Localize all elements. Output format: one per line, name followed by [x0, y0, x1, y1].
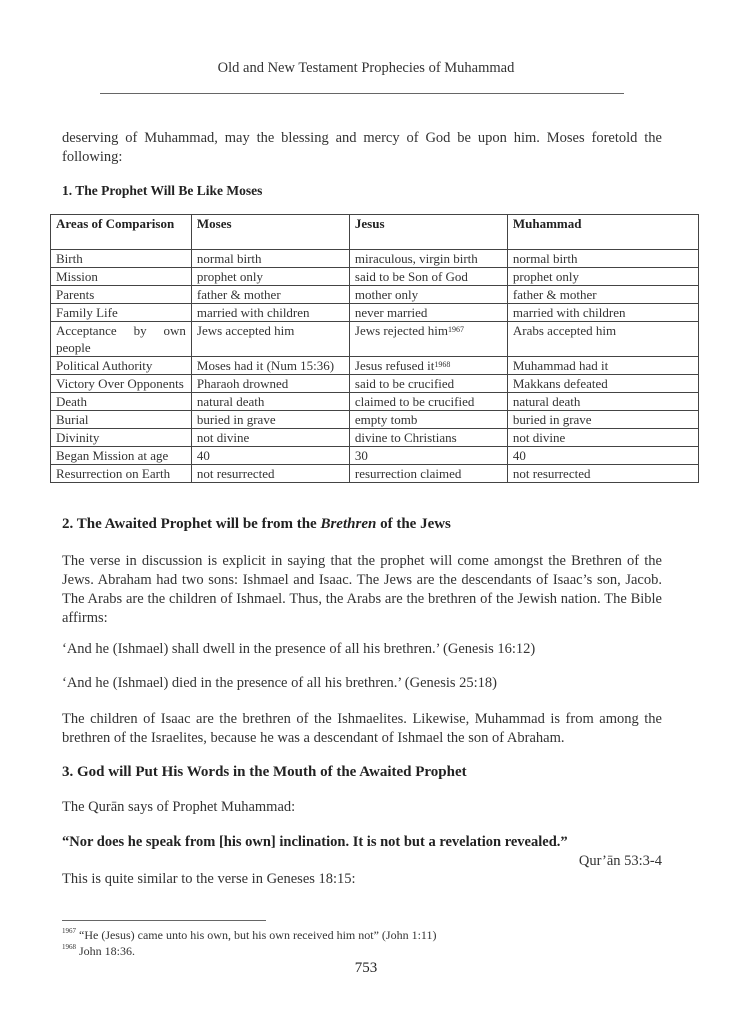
cell-muhammad — [507, 447, 698, 465]
cell-muhammad — [507, 357, 698, 375]
bible-quote-genesis-16-12: ‘And he (Ishmael) shall dwell in the presence of all his brethren.’ (Genesis 16:12) — [62, 641, 536, 657]
cell-jesus-text: mother only — [354, 287, 419, 302]
cell-area — [51, 250, 192, 268]
cell-jesus — [349, 447, 507, 465]
cell-jesus-text: Jews rejected him — [354, 323, 449, 338]
cell-jesus-text: said to be Son of God — [354, 269, 468, 284]
footnote-text: John 18:36. — [79, 944, 136, 958]
cell-muhammad — [507, 429, 698, 447]
footnote-1967 — [62, 928, 436, 943]
table-row — [51, 286, 699, 304]
cell-muhammad — [507, 268, 698, 286]
cell-area-text: Parents — [56, 287, 95, 302]
cell-moses-text: father & mother — [196, 287, 281, 302]
cell-moses — [191, 411, 349, 429]
footnote-number: 1968 — [62, 943, 76, 951]
table-row — [51, 304, 699, 322]
cell-jesus — [349, 393, 507, 411]
running-head-title: Old and New Testament Prophecies of Muhammad — [217, 60, 515, 76]
cell-jesus — [349, 375, 507, 393]
cell-area-text: Resurrection on Earth — [56, 466, 171, 481]
cell-muhammad — [507, 465, 698, 483]
footnote-number: 1967 — [62, 927, 76, 935]
cell-area-text: Family Life — [56, 305, 118, 320]
cell-moses — [191, 393, 349, 411]
cell-area — [51, 304, 192, 322]
cell-jesus — [349, 250, 507, 268]
header-rule — [100, 93, 624, 94]
cell-jesus — [349, 465, 507, 483]
cell-moses-text: Jews accepted him — [196, 323, 295, 338]
cell-muhammad — [507, 411, 698, 429]
cell-muhammad-text: prophet only — [512, 269, 579, 284]
cell-moses-text: prophet only — [196, 269, 263, 284]
cell-moses — [191, 268, 349, 286]
cell-muhammad-text: Muhammad had it — [512, 358, 609, 373]
cell-area-text: Birth — [56, 251, 83, 266]
cell-area-text: Political Authority — [56, 358, 153, 373]
section2-paragraph2: The children of Isaac are the brethren of the Ishmaelites. Likewise, Muhammad is from among the brethren of the Israelites, because he was a descendant of Ishmael the son of Abraham. — [62, 711, 662, 746]
cell-area — [51, 375, 192, 393]
section3-intro: The Qurān says of Prophet Muhammad: — [62, 799, 296, 815]
cell-area-text: Divinity — [56, 430, 100, 445]
section2-paragraph1: The verse in discussion is explicit in saying that the prophet will come amongst the Brethren of the Jews. Abraham had two sons: Ishmael and Isaac. The Jews are the descendants of Isaac’s son, Jacob. The Arabs are the children of Ishmael. Thus, the Arabs are the brethren of the Jewish nation. The Bible affirms: — [62, 553, 662, 626]
cell-area — [51, 322, 192, 357]
table-row — [51, 447, 699, 465]
cell-area — [51, 429, 192, 447]
cell-moses-text: not resurrected — [196, 466, 275, 481]
cell-muhammad-text: buried in grave — [512, 412, 592, 427]
cell-jesus — [349, 322, 507, 357]
page-number: 753 — [354, 960, 378, 976]
cell-moses — [191, 322, 349, 357]
cell-jesus-text: divine to Christians — [354, 430, 457, 445]
table-row — [51, 322, 699, 357]
cell-muhammad — [507, 322, 698, 357]
cell-muhammad — [507, 304, 698, 322]
cell-moses-text: married with children — [196, 305, 310, 320]
section2-paragraph1-container — [62, 552, 662, 628]
header-areas: Areas of Comparison — [51, 215, 192, 250]
cell-jesus — [349, 357, 507, 375]
cell-moses — [191, 357, 349, 375]
cell-moses-text: not divine — [196, 430, 250, 445]
cell-jesus-text: miraculous, virgin birth — [354, 251, 478, 266]
section3-intro-container — [62, 798, 662, 817]
cell-area — [51, 393, 192, 411]
cell-moses-text: Moses had it (Num 15:36) — [196, 358, 335, 373]
section2 — [62, 516, 662, 533]
cell-muhammad-text: Makkans defeated — [512, 376, 608, 391]
quote1-container — [62, 640, 662, 659]
intro-paragraph-container — [62, 129, 662, 167]
cell-muhammad-text: Arabs accepted him — [512, 323, 617, 338]
cell-moses — [191, 304, 349, 322]
cell-muhammad-text: 40 — [512, 448, 526, 463]
header-jesus: Jesus — [349, 215, 507, 250]
cell-area-text: Burial — [56, 412, 89, 427]
cell-area — [51, 465, 192, 483]
section3-followup-container — [62, 870, 662, 889]
cell-muhammad — [507, 375, 698, 393]
cell-muhammad-text: natural death — [512, 394, 581, 409]
cell-jesus-text: resurrection claimed — [354, 466, 462, 481]
table-row — [51, 268, 699, 286]
cell-muhammad-text: normal birth — [512, 251, 578, 266]
cell-area-text: Mission — [56, 269, 98, 284]
cell-moses — [191, 447, 349, 465]
footnote-ref: 1967 — [448, 325, 465, 334]
table-row — [51, 250, 699, 268]
cell-area-text: Acceptance by own people — [56, 323, 186, 355]
cell-moses-text: normal birth — [196, 251, 262, 266]
cell-muhammad-text: not resurrected — [512, 466, 591, 481]
cell-jesus-text: never married — [354, 305, 428, 320]
cell-jesus — [349, 411, 507, 429]
footnote-rule — [62, 920, 266, 921]
intro-paragraph: deserving of Muhammad, may the blessing and mercy of God be upon him. Moses foretold the following: — [62, 130, 662, 165]
quran-citation-container — [62, 852, 662, 871]
section2-paragraph2-container — [62, 710, 662, 748]
cell-area-text: Death — [56, 394, 88, 409]
section1-heading-container — [62, 183, 662, 199]
footnote-ref: 1968 — [434, 360, 451, 369]
cell-jesus — [349, 286, 507, 304]
cell-jesus-text: said to be crucified — [354, 376, 455, 391]
table-row — [51, 465, 699, 483]
section3-heading-container — [62, 764, 662, 781]
cell-moses-text: natural death — [196, 394, 265, 409]
cell-moses — [191, 250, 349, 268]
cell-moses — [191, 286, 349, 304]
table-row — [51, 411, 699, 429]
footnote-1968 — [62, 944, 135, 959]
cell-moses — [191, 465, 349, 483]
cell-jesus — [349, 304, 507, 322]
cell-area-text: Victory Over Opponents — [56, 376, 184, 391]
table-row — [51, 429, 699, 447]
cell-moses — [191, 429, 349, 447]
section2-heading-post: of the Jews — [376, 516, 451, 532]
cell-moses-text: 40 — [196, 448, 210, 463]
footnote-text: “He (Jesus) came unto his own, but his own received him not” (John 1:11) — [79, 928, 437, 942]
table-row — [51, 357, 699, 375]
cell-jesus — [349, 268, 507, 286]
section2-heading-pre: 2. The Awaited Prophet will be from the — [62, 516, 321, 532]
cell-muhammad — [507, 393, 698, 411]
cell-area — [51, 411, 192, 429]
cell-jesus-text: Jesus refused it — [354, 358, 435, 373]
quote2-container — [62, 674, 662, 693]
cell-area-text: Began Mission at age — [56, 448, 169, 463]
cell-jesus — [349, 429, 507, 447]
quran-quote: “Nor does he speak from [his own] inclination. It is not but a revelation revealed.” — [62, 834, 568, 850]
quran-quote-container — [62, 834, 662, 851]
cell-jesus-text: empty tomb — [354, 412, 418, 427]
quran-citation: Qur’ān 53:3-4 — [578, 853, 662, 869]
cell-jesus-text: 30 — [354, 448, 368, 463]
bible-quote-genesis-25-18: ‘And he (Ishmael) died in the presence of all his brethren.’ (Genesis 25:18) — [62, 675, 497, 691]
cell-area — [51, 268, 192, 286]
section3-heading: 3. God will Put His Words in the Mouth of the Awaited Prophet — [62, 764, 467, 780]
cell-moses-text: buried in grave — [196, 412, 276, 427]
cell-area — [51, 447, 192, 465]
section2-heading-emphasis: Brethren — [320, 516, 377, 532]
comparison-table — [50, 214, 699, 483]
cell-area — [51, 357, 192, 375]
header-muhammad: Muhammad — [507, 215, 698, 250]
table-row — [51, 393, 699, 411]
cell-muhammad — [507, 250, 698, 268]
cell-area — [51, 286, 192, 304]
section3-followup: This is quite similar to the verse in Geneses 18:15: — [62, 871, 356, 887]
cell-muhammad — [507, 286, 698, 304]
cell-jesus-text: claimed to be crucified — [354, 394, 475, 409]
section2-heading — [62, 516, 662, 533]
table-row — [51, 375, 699, 393]
cell-muhammad-text: married with children — [512, 305, 626, 320]
header-moses: Moses — [191, 215, 349, 250]
cell-moses — [191, 375, 349, 393]
table-body — [51, 250, 699, 483]
cell-muhammad-text: father & mother — [512, 287, 597, 302]
table-header-row — [51, 215, 699, 250]
cell-moses-text: Pharaoh drowned — [196, 376, 289, 391]
cell-muhammad-text: not divine — [512, 430, 566, 445]
section1-heading: 1. The Prophet Will Be Like Moses — [62, 183, 263, 198]
